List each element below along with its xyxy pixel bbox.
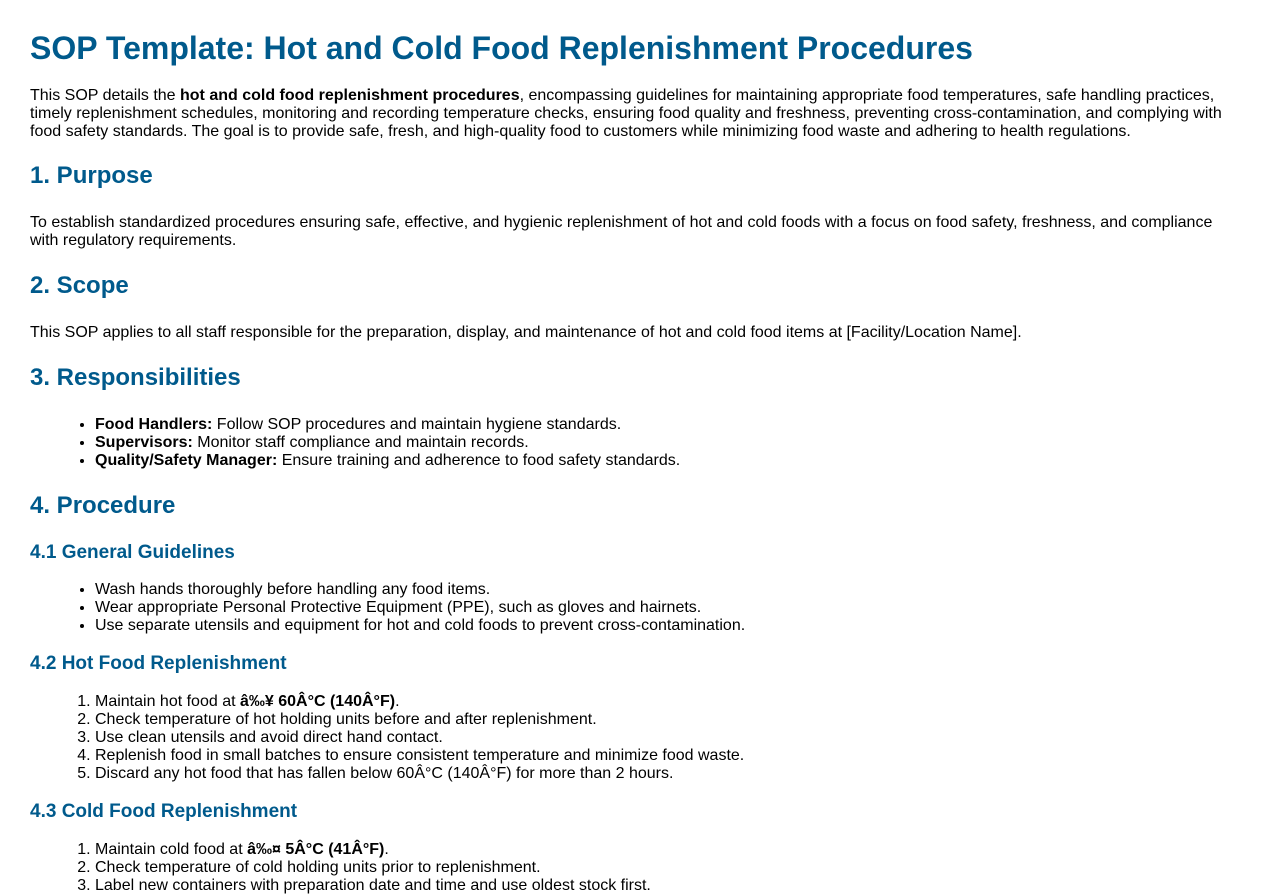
temperature-threshold: â‰¥ 60Â°C (140Â°F) (239, 693, 396, 710)
list-item (95, 434, 1233, 452)
intro-paragraph (30, 87, 1233, 141)
role-label: Food Handlers: (95, 416, 213, 433)
list-item: • Use separate utensils and equipment for hot and cold foods to prevent cross-contamination. (95, 617, 1233, 635)
list-item: • Wear appropriate Personal Protective Equipment (PPE), such as gloves and hairnets. (95, 599, 1233, 617)
list-item: 2. Check temperature of hot holding units before and after replenishment. (95, 711, 1233, 729)
temperature-threshold: â‰¤ 5Â°C (41Â°F) (247, 841, 385, 858)
hot-food-list (30, 693, 1233, 783)
list-item (95, 841, 1233, 859)
hot-food-heading: 4.2 Hot Food Replenishment (30, 653, 287, 674)
intro-bold: hot and cold food replenishment procedures (180, 87, 520, 104)
list-item: • Wash hands thoroughly before handling any food items. (95, 581, 1233, 599)
cold-food-list (30, 841, 1233, 895)
responsibilities-heading: 3. Responsibilities (30, 364, 241, 391)
role-text: Ensure training and adherence to food safety standards. (277, 452, 681, 469)
list-item: 5. Discard any hot food that has fallen below 60Â°C (140Â°F) for more than 2 hours. (95, 765, 1233, 783)
intro-lead: This SOP details the (30, 87, 180, 104)
list-item: 3. Use clean utensils and avoid direct hand contact. (95, 729, 1233, 747)
page-title: SOP Template: Hot and Cold Food Replenishment Procedures (30, 30, 973, 66)
scope-text: This SOP applies to all staff responsible for the preparation, display, and maintenance of hot and cold food items at [Facility/Location Name]. (30, 324, 1022, 341)
list-item (95, 416, 1233, 434)
item-lead: Maintain hot food at (95, 693, 240, 710)
item-lead: Maintain cold food at (95, 841, 248, 858)
item-tail: . (384, 841, 389, 858)
role-label: Quality/Safety Manager: (95, 452, 278, 469)
general-guidelines-list (30, 581, 1233, 635)
list-item: 3. Label new containers with preparation date and time and use oldest stock first. (95, 877, 1233, 895)
role-text: Follow SOP procedures and maintain hygiene standards. (212, 416, 622, 433)
list-item: 2. Check temperature of cold holding units prior to replenishment. (95, 859, 1233, 877)
list-item: 4. Replenish food in small batches to ensure consistent temperature and minimize food waste. (95, 747, 1233, 765)
intro-rest: , encompassing guidelines for maintaining appropriate food temperatures, safe handling practices, timely replenishment schedules, monitoring and recording temperature checks, ensuring food quality and freshness, preventing cross-contamination, and complying with food safety standards. The goal is to provide safe, fresh, and high-quality food to customers while minimizing food waste and adhering to health regulations. (30, 87, 1222, 140)
item-tail: . (395, 693, 400, 710)
scope-heading: 2. Scope (30, 272, 129, 299)
purpose-heading: 1. Purpose (30, 162, 153, 189)
list-item (95, 452, 1233, 470)
cold-food-heading: 4.3 Cold Food Replenishment (30, 801, 298, 822)
purpose-text: To establish standardized procedures ensuring safe, effective, and hygienic replenishment of hot and cold foods with a focus on food safety, freshness, and compliance with regulatory requirements. (30, 214, 1213, 249)
role-text: Monitor staff compliance and maintain records. (192, 434, 529, 451)
procedure-heading: 4. Procedure (30, 492, 176, 519)
list-item (95, 693, 1233, 711)
general-guidelines-heading: 4.1 General Guidelines (30, 542, 235, 563)
role-label: Supervisors: (95, 434, 193, 451)
responsibilities-list (30, 416, 1233, 470)
